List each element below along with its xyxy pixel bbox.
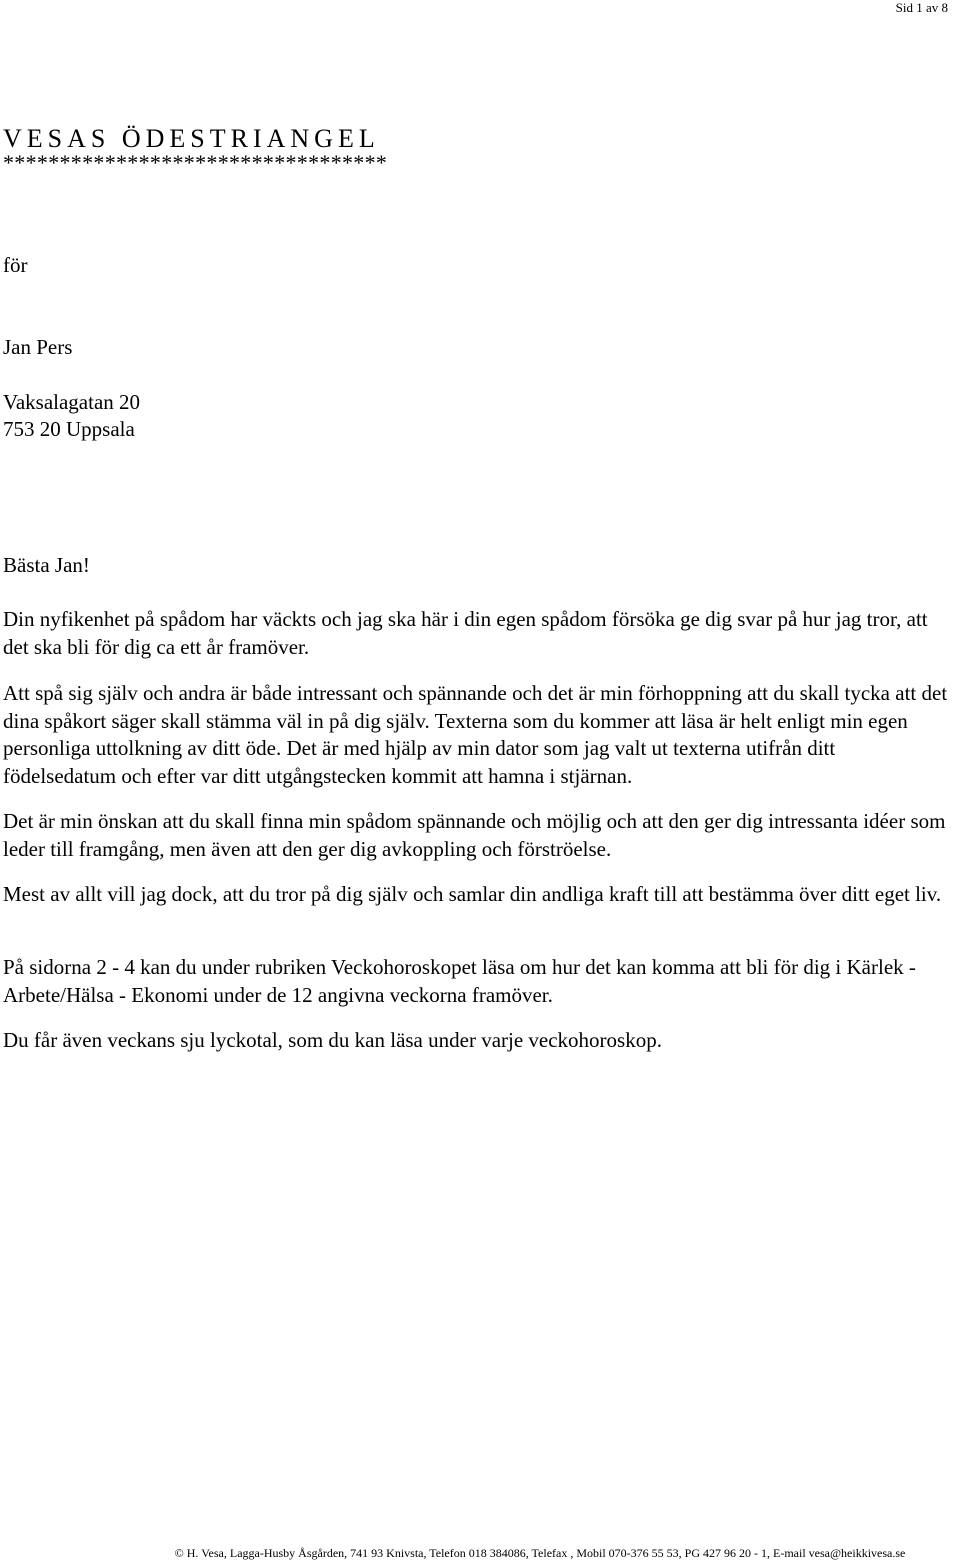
document-title: VESAS ÖDESTRIANGEL [3,124,380,153]
paragraph-lucky-numbers: Du får även veckans sju lyckotal, som du kan läsa under varje veckohoroskop. [3,1028,662,1052]
paragraph-pages: På sidorna 2 - 4 kan du under rubriken Veckohoroskopet läsa om hur det kan komma att bli för dig i Kärlek - Arbete/Hälsa - Ekonomi under de 12 angivna veckorna framöver. [3,955,916,1007]
recipient-name: Jan Pers [3,335,73,359]
page-counter: Sid 1 av 8 [895,0,948,15]
footer-contact: © H. Vesa, Lagga-Husby Åsgården, 741 93 Knivsta, Telefon 018 384086, Telefax , Mobil 070-376 55 53, PG 427 96 20 - 1, E-mail vesa@heikkivesa.se [174,1546,906,1560]
recipient-street: Vaksalagatan 20 [3,390,141,414]
title-underline-stars: ********************************** [3,150,388,175]
paragraph-wish: Det är min önskan att du skall finna min spådom spännande och möjlig och att den ger dig intressanta idéer som leder till framgång, men även att den ger dig avkoppling och förströelse. [3,809,946,861]
for-label: för [3,253,28,277]
paragraph-believe: Mest av allt vill jag dock, att du tror på dig själv och samlar din andliga kraft till att bestämma över ditt eget liv. [3,882,942,906]
recipient-postal: 753 20 Uppsala [3,417,135,441]
greeting: Bästa Jan! [3,553,90,577]
paragraph-fortune-telling: Att spå sig själv och andra är både intressant och spännande och det är min förhoppning att du skall tycka att det dina spåkort säger skall stämma väl in på dig själv. Texterna som du kommer att läsa är helt enligt min egen personliga uttolkning av ditt öde. Det är med hjälp av min dator som jag valt ut texterna utifrån ditt födelsedatum och efter var ditt utgångstecken kommit att hamna i stjärnan. [3,681,948,788]
paragraph-intro: Din nyfikenhet på spådom har väckts och jag ska här i din egen spådom försöka ge dig svar på hur jag tror, att det ska bli för dig ca ett år framöver. [3,607,928,659]
